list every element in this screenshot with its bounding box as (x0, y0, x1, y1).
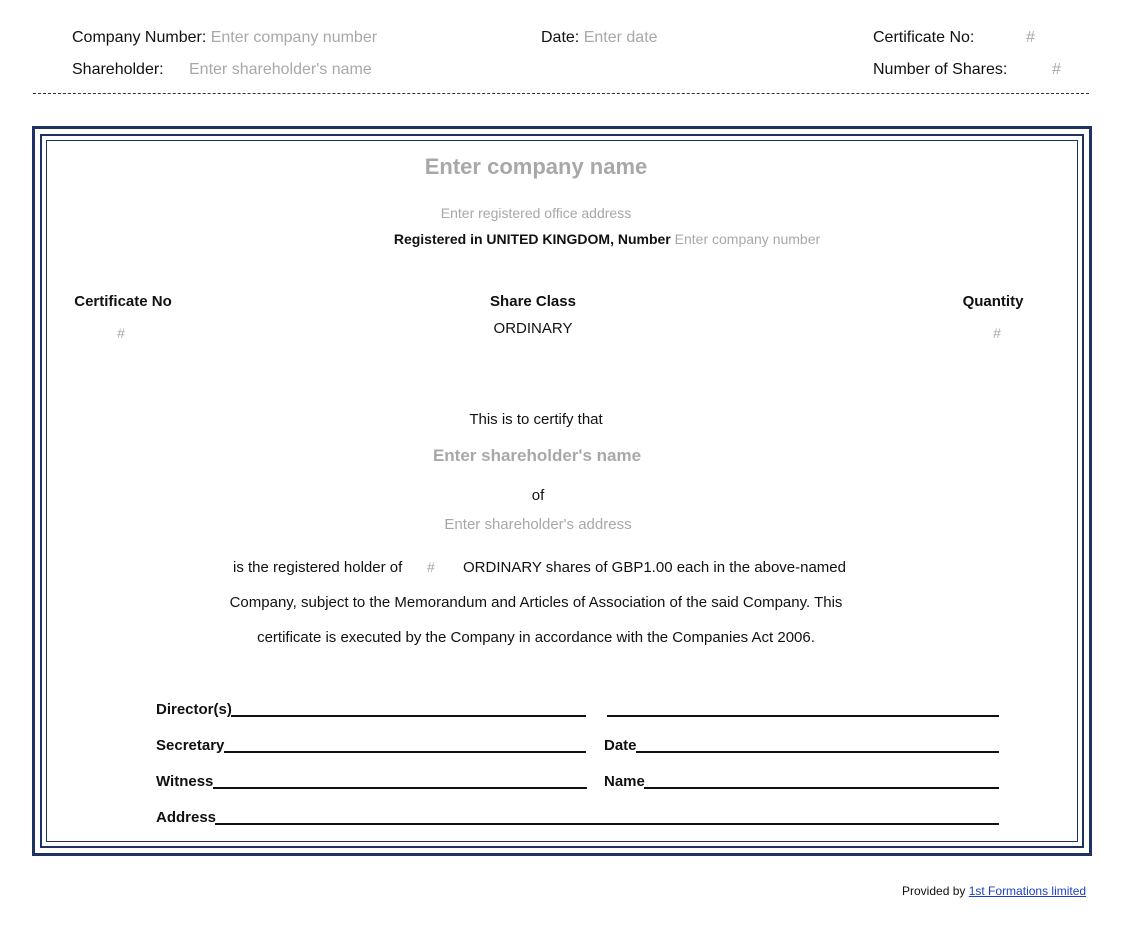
address-label: Address (156, 809, 217, 826)
quantity-heading: Quantity (962, 293, 1024, 310)
certificate-no-label: Certificate No: (873, 29, 975, 46)
certificate-no-input[interactable]: # (1026, 29, 1035, 46)
name-label: Name (604, 773, 645, 790)
share-class-heading: Share Class (490, 293, 576, 310)
cut-line-divider (33, 93, 1089, 94)
certificate-body-line-2: Company, subject to the Memorandum and Articles of Association of the said Company. This (229, 594, 843, 611)
company-number-field (72, 29, 377, 47)
footer-credit (902, 884, 1086, 898)
number-of-shares-label: Number of Shares: (873, 61, 1008, 78)
number-of-shares-input[interactable]: # (1052, 61, 1061, 78)
registration-line (394, 231, 820, 247)
date-label: Date: (541, 29, 580, 46)
holder-count-input[interactable]: # (427, 559, 435, 575)
shareholder-input[interactable]: Enter shareholder's name (189, 61, 372, 78)
witness-signature-line[interactable] (213, 787, 587, 789)
shareholder-label: Shareholder: (72, 61, 164, 78)
directors-signature-line[interactable] (231, 715, 586, 717)
company-number-input[interactable]: Enter company number (210, 29, 378, 46)
quantity-cell[interactable]: # (993, 325, 1001, 341)
share-class-cell: ORDINARY (493, 320, 573, 337)
witness-label: Witness (156, 773, 214, 790)
second-director-signature-line[interactable] (607, 715, 999, 717)
holder-prefix: is the registered holder of (233, 559, 403, 576)
shareholder-address-input[interactable]: Enter shareholder's address (444, 516, 632, 533)
registered-number-input[interactable]: Enter company number (674, 231, 821, 247)
certificate-no-cell[interactable]: # (117, 325, 125, 341)
name-signature-line[interactable] (644, 787, 999, 789)
address-signature-line[interactable] (215, 823, 999, 825)
of-text: of (531, 487, 545, 504)
secretary-signature-line[interactable] (224, 751, 586, 753)
certificate-no-heading: Certificate No (74, 293, 172, 310)
secretary-label: Secretary (156, 737, 225, 754)
date-signature-line[interactable] (636, 751, 999, 753)
provider-link[interactable]: 1st Formations limited (968, 884, 1087, 898)
certificate-body-line-3: certificate is executed by the Company in accordance with the Companies Act 2006. (257, 629, 815, 646)
certify-text: This is to certify that (469, 411, 603, 428)
holder-suffix: ORDINARY shares of GBP1.00 each in the above-named (463, 559, 846, 576)
office-address-input[interactable]: Enter registered office address (440, 205, 632, 221)
date-sign-label: Date (604, 737, 637, 754)
date-input[interactable]: Enter date (583, 29, 658, 46)
company-number-label: Company Number: (72, 29, 207, 46)
directors-label: Director(s) (156, 701, 232, 718)
company-name-input[interactable]: Enter company name (424, 154, 648, 179)
registered-text: Registered in UNITED KINGDOM, Number (393, 231, 671, 247)
date-field (541, 29, 658, 47)
provided-by-text: Provided by (902, 884, 966, 898)
shareholder-name-input[interactable]: Enter shareholder's name (432, 446, 642, 465)
